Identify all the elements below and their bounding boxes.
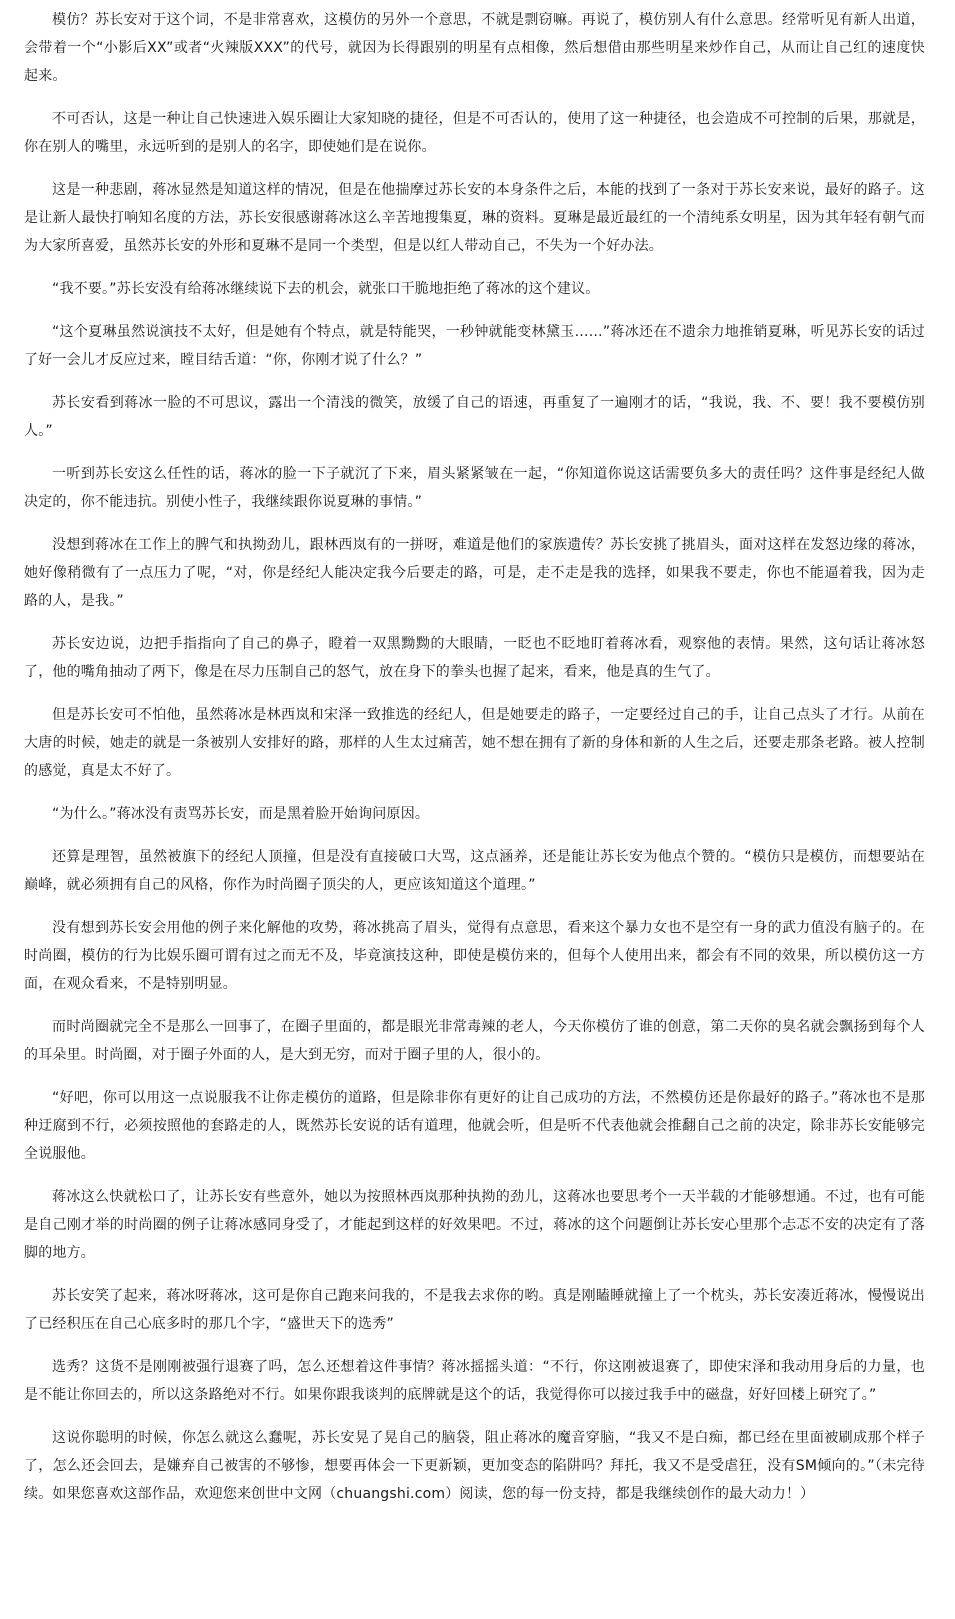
paragraph-truncated: 这说你聪明的时候，你怎么就这么蠢呢，苏长安晃了晃自己的脑袋，阻止蒋冰的魔音穿脑，“我又不是白痴，都已经在里面被刷成那个样子了，怎么还会回去，是嫌弃自己被害的不够惨，想要再体会一下更新颖，更加变态的陷阱吗？拜托，我又不是受虐狂，没有SM倾向的。”（未完待续。如果您喜欢这部作品，欢迎您来创世中文网（chuangshi.com）阅读，您的每一份支持，都是我继续创作的最大动力！）: [24, 1430, 925, 1502]
paragraph: 还算是理智，虽然被旗下的经纪人顶撞，但是没有直接破口大骂，这点涵养，还是能让苏长安为他点个赞的。“模仿只是模仿，而想要站在巅峰，就必须拥有自己的风格，你作为时尚圈子顶尖的人，更应该知道这个道理。”: [24, 849, 925, 893]
paragraph: 苏长安看到蒋冰一脸的不可思议，露出一个清浅的微笑，放缓了自己的语速，再重复了一遍刚才的话，“我说，我、不、要！我不要模仿别人。”: [24, 395, 925, 439]
paragraph: 苏长安笑了起来，蒋冰呀蒋冰，这可是你自己跑来问我的，不是我去求你的哟。真是刚瞌睡就撞上了一个枕头，苏长安凑近蒋冰，慢慢说出了已经积压在自己心底多时的那几个字，“盛世天下的选秀”: [24, 1288, 925, 1332]
paragraph: 苏长安边说，边把手指指向了自己的鼻子，瞪着一双黑黝黝的大眼睛，一眨也不眨地盯着蒋冰看，观察他的表情。果然，这句话让蒋冰怒了，他的嘴角抽动了两下，像是在尽力压制自己的怒气，放在身下的拳头也握了起来，看来，他是真的生气了。: [24, 636, 925, 680]
paragraph: 没想到蒋冰在工作上的脾气和执拗劲儿，跟林西岚有的一拼呀，难道是他们的家族遗传？苏长安挑了挑眉头，面对这样在发怒边缘的蒋冰，她好像稍微有了一点压力了呢，“对，你是经纪人能决定我今后要走的路，可是，走不走是我的选择，如果我不要走，你也不能逼着我，因为走路的人，是我。”: [24, 537, 925, 609]
paragraph: 模仿？苏长安对于这个词，不是非常喜欢，这模仿的另外一个意思，不就是剽窃嘛。再说了，模仿别人有什么意思。经常听见有新人出道，会带着一个“小影后XX”或者“火辣版XXX”的代号，就因为长得跟别的明星有点相像，然后想借由那些明星来炒作自己，从而让自己红的速度快起来。: [24, 12, 925, 84]
paragraph: 但是苏长安可不怕他，虽然蒋冰是林西岚和宋泽一致推选的经纪人，但是她要走的路子，一定要经过自己的手，让自己点头了才行。从前在大唐的时候，她走的就是一条被别人安排好的路，那样的人生太过痛苦，她不想在拥有了新的身体和新的人生之后，还要走那条老路。被人控制的感觉，真是太不好了。: [24, 707, 925, 779]
paragraph: “为什么。”蒋冰没有责骂苏长安，而是黑着脸开始询问原因。: [52, 806, 430, 822]
paragraph: 一听到苏长安这么任性的话，蒋冰的脸一下子就沉了下来，眉头紧紧皱在一起，“你知道你说这话需要负多大的责任吗？这件事是经纪人做决定的，你不能违抗。别使小性子，我继续跟你说夏琳的事情。”: [24, 466, 925, 510]
page-bottom-blank: [0, 1505, 955, 1619]
paragraph: 不可否认，这是一种让自己快速进入娱乐圈让大家知晓的捷径，但是不可否认的，使用了这一种捷径，也会造成不可控制的后果，那就是，你在别人的嘴里，永远听到的是别人的名字，即使她们是在说你。: [24, 111, 925, 155]
paragraph: 而时尚圈就完全不是那么一回事了，在圈子里面的，都是眼光非常毒辣的老人，今天你模仿了谁的创意，第二天你的臭名就会飘扬到每个人的耳朵里。时尚圈，对于圈子外面的人，是大到无穷，而对于圈子里的人，很小的。: [24, 1019, 925, 1063]
paragraph: 蒋冰这么快就松口了，让苏长安有些意外，她以为按照林西岚那种执拗的劲儿，这蒋冰也要思考个一天半载的才能够想通。不过，也有可能是自己刚才举的时尚圈的例子让蒋冰感同身受了，才能起到这样的好效果吧。不过，蒋冰的这个问题倒让苏长安心里那个忐忑不安的决定有了落脚的地方。: [24, 1189, 925, 1261]
paragraph: “这个夏琳虽然说演技不太好，但是她有个特点，就是特能哭，一秒钟就能变林黛玉……”蒋冰还在不遗余力地推销夏琳，听见苏长安的话过了好一会儿才反应过来，瞠目结舌道：“你，你刚才说了什么？”: [24, 324, 925, 368]
paragraph: 没有想到苏长安会用他的例子来化解他的攻势，蒋冰挑高了眉头，觉得有点意思，看来这个暴力女也不是空有一身的武力值没有脑子的。在时尚圈，模仿的行为比娱乐圈可谓有过之而无不及，毕竟演技这种，即使是模仿来的，但每个人使用出来，都会有不同的效果，所以模仿这一方面，在观众看来，不是特别明显。: [24, 920, 925, 992]
paragraph: “我不要。”苏长安没有给蒋冰继续说下去的机会，就张口干脆地拒绝了蒋冰的这个建议。: [52, 281, 600, 297]
paragraph: 这是一种悲剧，蒋冰显然是知道这样的情况，但是在他揣摩过苏长安的本身条件之后，本能的找到了一条对于苏长安来说，最好的路子。这是让新人最快打响知名度的方法，苏长安很感谢蒋冰这么辛苦地搜集夏，琳的资料。夏琳是最近最红的一个清纯系女明星，因为其年轻有朝气而为大家所喜爱，虽然苏长安的外形和夏琳不是同一个类型，但是以红人带动自己，不失为一个好办法。: [24, 182, 925, 254]
paragraph: “好吧，你可以用这一点说服我不让你走模仿的道路，但是除非你有更好的让自己成功的方法，不然模仿还是你最好的路子。”蒋冰也不是那种迂腐到不行，必须按照他的套路走的人，既然苏长安说的话有道理，他就会听，但是听不代表他就会推翻自己之前的决定，除非苏长安能够完全说服他。: [24, 1090, 925, 1162]
paragraph: 选秀？这货不是刚刚被强行退赛了吗，怎么还想着这件事情？蒋冰摇摇头道：“不行，你这刚被退赛了，即使宋泽和我动用身后的力量，也是不能让你回去的，所以这条路绝对不行。如果你跟我谈判的底牌就是这个的话，我觉得你可以接过我手中的磁盘，好好回楼上研究了。”: [24, 1359, 925, 1403]
